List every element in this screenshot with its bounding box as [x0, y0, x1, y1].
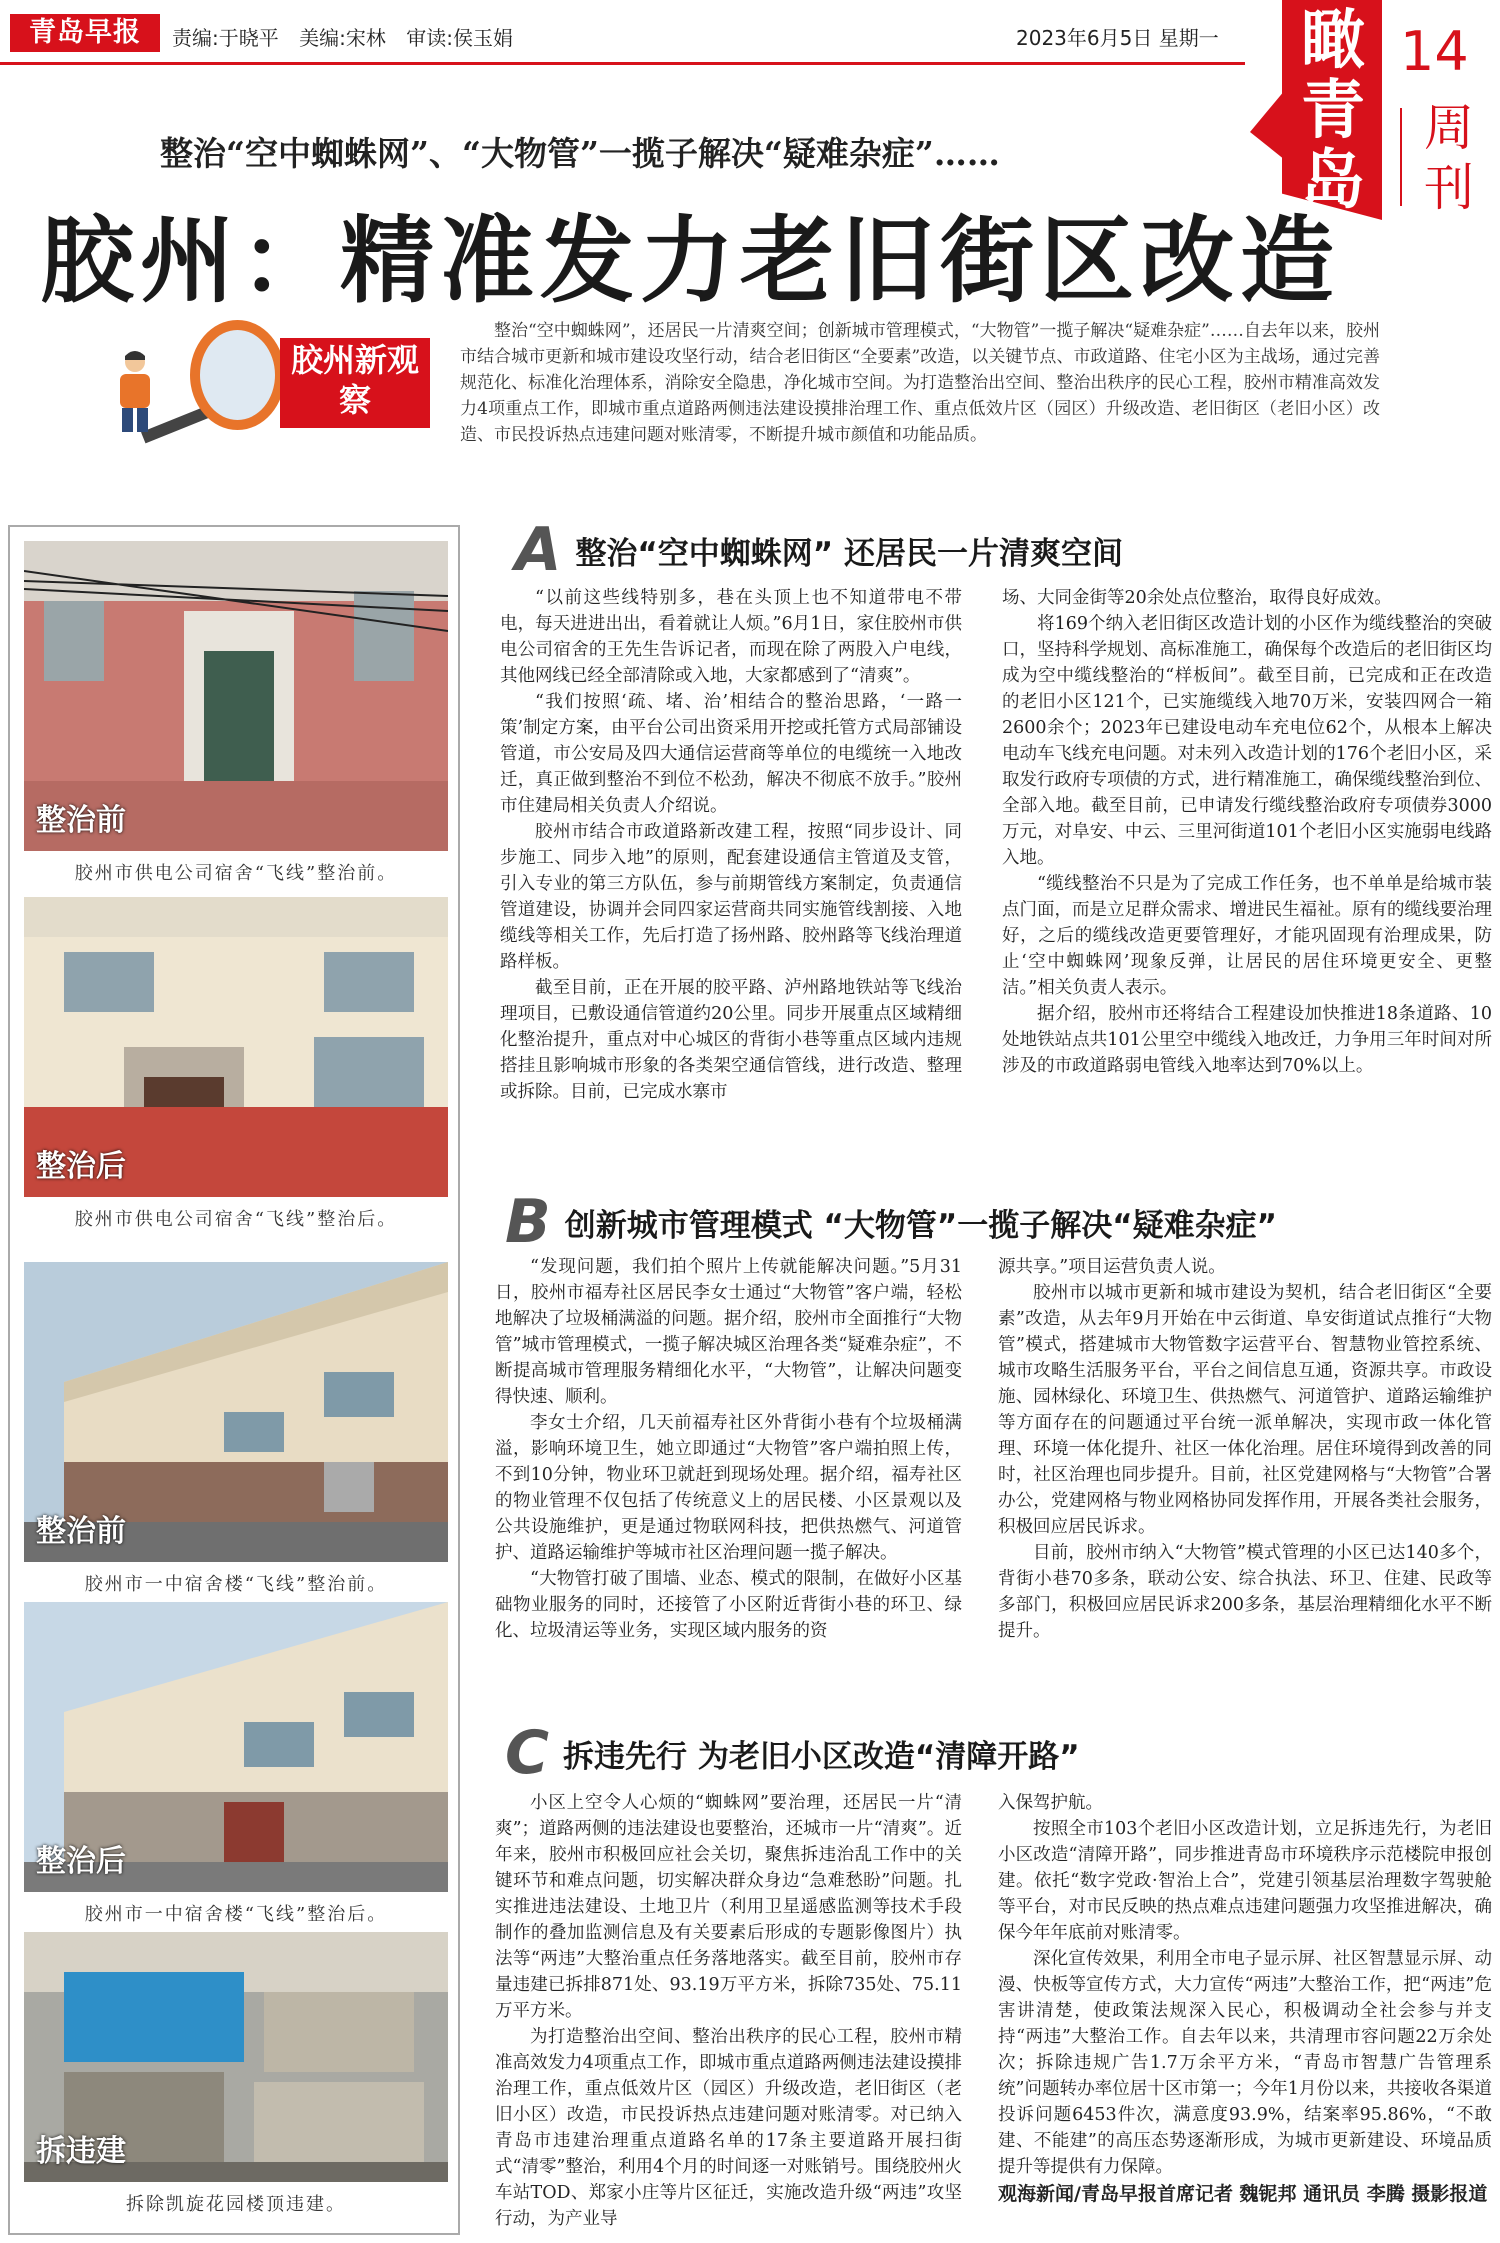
editor-name: 责编:于晓平 [172, 26, 279, 50]
weekly-label: 周刊 [1424, 99, 1474, 217]
section-title-text: 创新城市管理模式 “大物管”一揽子解决“疑难杂症” [564, 1208, 1278, 1244]
section-b-column-1 [495, 1254, 962, 1644]
photo-4 [24, 1602, 448, 1926]
paragraph: 将169个纳入老旧街区改造计划的小区作为缆线整治的突破口，坚持科学规划、高标准施工，确保每个改造后的老旧街区均成为空中缆线整治的“样板间”。截至目前，已完成和正在改造的老旧小区121个，已实施缆线入地70万米，安装四网合一箱2600余个；2023年已建设电动车充电位62个，从根本上解决电动车飞线充电问题。对未列入改造计划的176个老旧小区，采取发行政府专项债的方式，进行精准施工，确保缆线整治到位、全部入地。截至目前，已申请发行缆线整治政府专项债券3000万元，对阜安、中云、三里河街道101个老旧小区实施弱电线路入地。 [1002, 614, 1492, 868]
masthead-rule [0, 62, 1245, 65]
editors-line [172, 22, 527, 51]
section-a-column-1 [500, 585, 962, 1105]
section-letter: C [505, 1718, 550, 1788]
person-illustration [110, 350, 160, 435]
photo-image [24, 1262, 448, 1562]
paragraph: “我们按照‘疏、堵、治’相结合的整治思路，‘一路一策’制定方案，由平台公司出资采用开挖或托管方式局部铺设管道，市公安局及四大通信运营商等单位的电缆统一入地改迁，真正做到整治不到位不松劲，解决不彻底不放手。”胶州市住建局相关负责人介绍说。 [500, 692, 962, 816]
photo-caption: 拆除凯旋花园楼顶违建。 [126, 2194, 346, 2215]
photo-tag: 整治后 [36, 1149, 126, 1184]
paragraph: 小区上空令人心烦的“蜘蛛网”要治理，还居民一片“清爽”；道路两侧的违法建设也要整治，还城市一片“清爽”。近年来，胶州市积极回应社会关切，聚焦拆违治乱工作中的关键环节和难点问题，切实解决群众身边“急难愁盼”问题。扎实推进违法建设、土地卫片（利用卫星遥感监测等技术手段制作的叠加监测信息及有关要素后形成的专题影像图片）执法等“两违”大整治重点任务落地落实。截至目前，胶州市存量违建已拆排871处、93.19万平方米，拆除735处、75.11万平方米。 [495, 1793, 962, 2021]
headline: 胶州：精准发力老旧街区改造 [40, 207, 1341, 316]
paragraph: “发现问题，我们拍个照片上传就能解决问题。”5月31日，胶州市福寿社区居民李女士通过“大物管”客户端，轻松地解决了垃圾桶满溢的问题。据介绍，胶州市全面推行“大物管”城市管理模式，一揽子解决城区治理各类“疑难杂症”，不断提高城市管理服务精细化水平，“大物管”，让解决问题变得快速、顺利。 [495, 1257, 962, 1407]
paragraph: 深化宣传效果，利用全市电子显示屏、社区智慧显示屏、动漫、快板等宣传方式，大力宣传“两违”大整治工作，把“两违”危害讲清楚，使政策法规深入民心，积极调动全社会参与并支持“两违”大整治工作。自去年以来，共清理市容问题22万余处次；拆除违规广告1.7万余平方米，“青岛市智慧广告管理系统”问题转办率位居十区市第一；今年1月份以来，共接收各渠道投诉问题6453件次，满意度93.9%，结案率95.86%，“不敢建、不能建”的高压态势逐渐形成，为城市更新建设、环境品质提升等提供有力保障。 [998, 1949, 1492, 2177]
photo-3 [24, 1262, 448, 1596]
section-a-title [515, 515, 1123, 585]
designer-name: 美编:宋林 [299, 26, 386, 50]
paragraph: 源共享。”项目运营负责人说。 [998, 1257, 1226, 1277]
section-title-text: 拆违先行 为老旧小区改造“清障开路” [563, 1739, 1080, 1775]
photo-caption: 胶州市供电公司宿舍“飞线”整治后。 [74, 1209, 398, 1230]
section-a-column-2 [1002, 585, 1492, 1079]
paragraph: 目前，胶州市纳入“大物管”模式管理的小区已达140多个，背街小巷70多条，联动公安、综合执法、环卫、住建、民政等多部门，积极回应居民诉求200多条，基层治理精细化水平不断提升。 [998, 1543, 1492, 1641]
photo-tag: 拆违建 [36, 2134, 126, 2169]
byline: 观海新闻/青岛早报首席记者 魏铌邦 通讯员 李腾 摄影报道 [998, 2183, 1488, 2205]
section-c-column-2 [998, 1790, 1492, 2208]
section-letter: B [505, 1187, 551, 1257]
paragraph: 胶州市结合市政道路新改建工程，按照“同步设计、同步施工、同步入地”的原则，配套建设通信主管道及支管，引入专业的第三方队伍，参与前期管线方案制定，负责通信管道建设，协调并会同四家运营商共同实施管线割接、入地缆线等相关工作，先后打造了扬州路、胶州路等飞线治理道路样板。 [500, 822, 962, 972]
section-letter: A [515, 515, 562, 585]
page-number: 14 [1400, 20, 1469, 83]
corner-divider [1400, 108, 1402, 206]
paragraph: 按照全市103个老旧小区改造计划，立足拆违先行，为老旧小区改造“清障开路”，同步推进青岛市环境秩序示范楼院申报创建。依托“数字党政·智治上合”，党建引领基层治理数字驾驶舱等平台，对市民反映的热点难点违建问题强力攻坚推进解决，确保今年年底前对账清零。 [998, 1819, 1492, 1943]
paragraph: 截至目前，正在开展的胶平路、泸州路地铁站等飞线治理项目，已敷设通信管道约20公里。同步开展重点区域精细化整治提升，重点对中心城区的背街小巷等重点区域内违规搭挂且影响城市形象的各类架空通信管线，进行改造、整理或拆除。目前，已完成水寨市 [500, 978, 962, 1102]
subheadline: 整治“空中蜘蛛网”、“大物管”一揽子解决“疑难杂症”…… [160, 134, 1000, 173]
column-badge [100, 320, 430, 450]
issue-date: 2023年6月5日 星期一 [1016, 26, 1219, 50]
paragraph: “大物管打破了围墙、业态、模式的限制，在做好小区基础物业服务的同时，还接管了小区附近背街小巷的环卫、绿化、垃圾清运等业务，实现区域内服务的资 [495, 1569, 962, 1641]
paragraph: 入保驾护航。 [998, 1793, 1103, 1813]
paragraph: 李女士介绍，几天前福寿社区外背街小巷有个垃圾桶满溢，影响环境卫生，她立即通过“大物管”客户端拍照上传，不到10分钟，物业环卫就赶到现场处理。据介绍，福寿社区的物业管理不仅包括了传统意义上的居民楼、小区景观以及公共设施维护，更是通过物联网科技，把供热燃气、河道管护、道路运输维护等城市社区治理问题一揽子解决。 [495, 1413, 962, 1563]
photo-column [8, 525, 460, 2235]
paragraph: “以前这些线特别多，巷在头顶上也不知道带电不带电，每天进进出出，看着就让人烦。”6月1日，家住胶州市供电公司宿舍的王先生告诉记者，而现在除了两股入户电线，其他网线已经全部清除或入地，大家都感到了“清爽”。 [500, 588, 962, 686]
paragraph: 胶州市以城市更新和城市建设为契机，结合老旧街区“全要素”改造，从去年9月开始在中云街道、阜安街道试点推行“大物管”模式，搭建城市大物管数字运营平台、智慧物业管控系统、城市攻略生活服务平台，平台之间信息互通，资源共享。市政设施、园林绿化、环境卫生、供热燃气、河道管护、道路运输维护等方面存在的问题通过平台统一派单解决，实现市政一体化管理、环境一体化提升、社区一体化治理。居住环境得到改善的同时，社区治理也同步提升。目前，社区党建网格与“大物管”合署办公，党建网格与物业网格协同发挥作用，开展各类社会服务，积极回应居民诉求。 [998, 1283, 1492, 1537]
photo-image [24, 1602, 448, 1892]
photo-caption: 胶州市一中宿舍楼“飞线”整治后。 [84, 1904, 388, 1925]
section-b-title [505, 1187, 1277, 1257]
photo-tag: 整治前 [36, 1514, 126, 1549]
section-title-text: 整治“空中蜘蛛网” 还居民一片清爽空间 [575, 536, 1123, 572]
magnifier-icon [190, 320, 285, 430]
photo-tag: 整治前 [36, 803, 126, 838]
photo-5 [24, 1932, 448, 2216]
paragraph: “缆线整治不只是为了完成工作任务，也不单单是给城市装点门面，而是立足群众需求、增进民生福祉。原有的缆线要治理好，之后的缆线改造更要管理好，才能巩固现有治理成果，防止‘空中蜘蛛网’现象反弹，让居民的居住环境更安全、更整洁。”相关负责人表示。 [1002, 874, 1492, 998]
badge-label: 胶州新观察 [290, 341, 419, 419]
paragraph: 据介绍，胶州市还将结合工程建设加快推进18条道路、10处地铁站点共101公里空中缆线入地改迁，力争用三年时间对所涉及的市政道路弱电管线入地率达到70%以上。 [1002, 1004, 1492, 1076]
section-name: 瞰青岛 [1301, 4, 1365, 218]
section-c-column-1 [495, 1790, 962, 2232]
photo-image [24, 1932, 448, 2182]
photo-image [24, 897, 448, 1197]
newspaper-logo: 青岛早报 [10, 14, 160, 52]
section-c-title [505, 1718, 1080, 1788]
proofreader-name: 审读:侯玉娟 [406, 26, 513, 50]
intro-paragraph: 整治“空中蜘蛛网”，还居民一片清爽空间；创新城市管理模式，“大物管”一揽子解决“疑难杂症”……自去年以来，胶州市结合城市更新和城市建设攻坚行动，结合老旧街区“全要素”改造，以关键节点、市政道路、住宅小区为主战场，通过完善规范化、标准化治理体系，消除安全隐患，净化城市空间。为打造整治出空间、整治出秩序的民心工程，胶州市精准高效发力4项重点工作，即城市重点道路两侧违法建设摸排治理工作、重点低效片区（园区）升级改造、老旧街区（老旧小区）改造、市民投诉热点违建问题对账清零，不断提升城市颜值和功能品质。 [460, 321, 1380, 445]
paragraph: 为打造整治出空间、整治出秩序的民心工程，胶州市精准高效发力4项重点工作，即城市重点道路两侧违法建设摸排治理工作，重点低效片区（园区）升级改造，老旧街区（老旧小区）改造，市民投诉热点违建问题对账清零。对已纳入青岛市违建治理重点道路名单的17条主要道路开展扫街式“清零”整治，利用4个月的时间逐一对账销号。围绕胶州火车站TOD、郑家小庄等片区征迁，实施改造升级“两违”攻坚行动，为产业导 [495, 2027, 962, 2229]
photo-image [24, 541, 448, 851]
photo-tag: 整治后 [36, 1844, 126, 1879]
photo-caption: 胶州市供电公司宿舍“飞线”整治前。 [74, 863, 398, 884]
photo-caption: 胶州市一中宿舍楼“飞线”整治前。 [84, 1574, 388, 1595]
photo-2 [24, 897, 448, 1231]
section-b-column-2 [998, 1254, 1492, 1644]
paragraph: 场、大同金街等20余处点位整治，取得良好成效。 [1002, 588, 1392, 608]
photo-1 [24, 541, 448, 885]
